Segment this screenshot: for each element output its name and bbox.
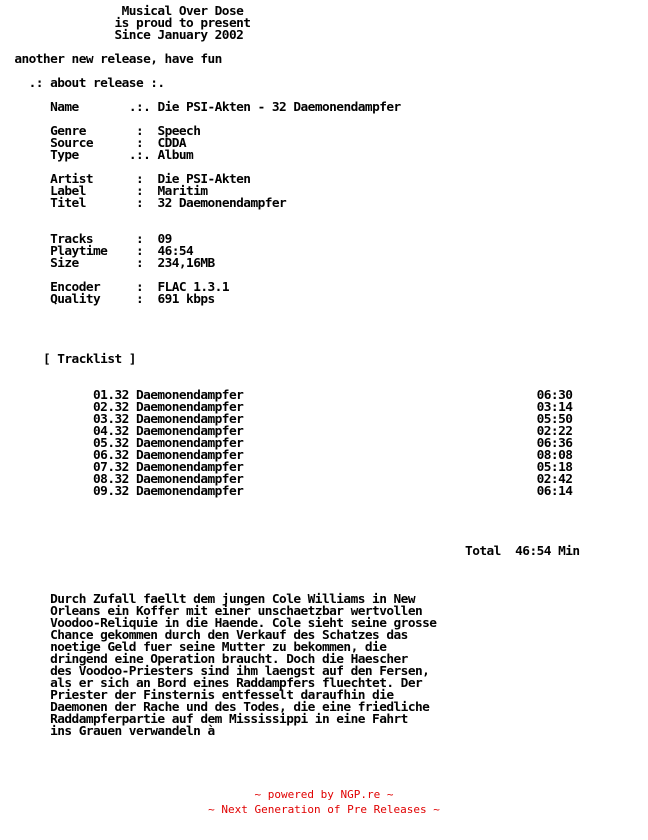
tagline: another new release, have fun [14,52,222,67]
header-title: Musical Over Dose [121,4,244,19]
track-title: 03.32 Daemonendampfer [93,412,244,427]
titel-value: 32 Daemonendampfer [157,196,287,211]
name-value: Die PSI-Akten - 32 Daemonendampfer [157,100,401,115]
track-title: 07.32 Daemonendampfer [93,460,244,475]
genre-label: Genre [50,124,86,139]
footer-tagline: ~ Next Generation of Pre Releases ~ [208,803,440,816]
description-text: Orleans ein Koffer mit einer unschaetzbar wertvollen [50,604,423,619]
tracks-separator: : [135,232,144,247]
track-duration: 05:18 [536,460,573,475]
header-subtitle: is proud to present [114,16,251,31]
playtime-label: Playtime [50,244,108,259]
label-value: Maritim [157,184,208,199]
row-size [0,258,580,270]
nfo-text [0,6,580,738]
track-title: 08.32 Daemonendampfer [93,472,244,487]
genre-separator: : [135,124,144,139]
total-label: Total [465,544,501,559]
description-text: dringend eine Operation braucht. Doch die Haescher [50,652,408,667]
size-label: Size [50,256,79,271]
header-since: Since January 2002 [114,28,244,43]
source-label: Source [50,136,94,151]
total-value: 46:54 Min [515,544,580,559]
row-type [0,150,580,162]
type-label: Type [50,148,79,163]
source-value: CDDA [157,136,187,151]
artist-label: Artist [50,172,94,187]
description-text: Daemonen der Rache und des Todes, die eine friedliche [50,700,430,715]
footer-powered-by: ~ powered by NGP.re ~ [254,788,394,801]
quality-separator: : [135,292,144,307]
track-row [0,486,580,498]
description-text: Durch Zufall faellt dem jungen Cole Williams in New [50,592,415,607]
tracks-value: 09 [157,232,172,247]
track-duration: 06:36 [536,436,573,451]
label-separator: : [135,184,144,199]
quality-value: 691 kbps [157,292,215,307]
description-text: des Voodoo-Priesters sind ihm laengst auf den Fersen, [50,664,430,679]
encoder-value: FLAC 1.3.1 [157,280,229,295]
tracklist-heading-line [0,354,580,366]
track-duration: 06:30 [536,388,573,403]
track-duration: 03:14 [536,400,573,415]
track-duration: 02:22 [536,424,573,439]
titel-label: Titel [50,196,86,211]
about-heading: .: about release :. [28,76,165,91]
tracks-label: Tracks [50,232,94,247]
track-title: 04.32 Daemonendampfer [93,424,244,439]
description-text: Raddampferpartie auf dem Mississippi in eine Fahrt [50,712,408,727]
playtime-value: 46:54 [157,244,194,259]
row-quality [0,294,580,306]
artist-separator: : [135,172,144,187]
about-heading-line [0,78,580,90]
description-text: ins Grauen verwandeln à [50,724,215,739]
description-line [0,726,580,738]
track-title: 05.32 Daemonendampfer [93,436,244,451]
label-label: Label [50,184,86,199]
track-duration: 02:42 [536,472,573,487]
tagline-line [0,54,580,66]
encoder-separator: : [135,280,144,295]
size-separator: : [135,256,144,271]
titel-separator: : [135,196,144,211]
track-duration: 05:50 [536,412,573,427]
description-text: Chance gekommen durch den Verkauf des Schatzes das [50,628,408,643]
genre-value: Speech [157,124,201,139]
row-titel [0,198,580,210]
track-title: 01.32 Daemonendampfer [93,388,244,403]
name-separator: .:. [128,100,151,115]
size-value: 234,16MB [157,256,215,271]
playtime-separator: : [135,244,144,259]
description-text: Voodoo-Reliquie in die Haende. Cole sieht seine grosse [50,616,437,631]
name-label: Name [50,100,79,115]
track-title: 06.32 Daemonendampfer [93,448,244,463]
track-title: 09.32 Daemonendampfer [93,484,244,499]
type-separator: .:. [128,148,151,163]
row-name [0,102,580,114]
description-text: noetige Geld fuer seine Mutter zu bekommen, die [50,640,387,655]
track-duration: 08:08 [536,448,573,463]
total-line [0,546,580,558]
header-line-3 [0,30,580,42]
track-title: 02.32 Daemonendampfer [93,400,244,415]
description-text: Priester der Finsternis entfesselt daraufhin die [50,688,394,703]
encoder-label: Encoder [50,280,101,295]
type-value: Album [157,148,194,163]
track-duration: 06:14 [536,484,573,499]
artist-value: Die PSI-Akten [157,172,251,187]
tracklist-heading: [ Tracklist ] [42,352,136,367]
quality-label: Quality [50,292,101,307]
source-separator: : [135,136,144,151]
description-text: als er sich an Bord eines Raddampfers fluechtet. Der [50,676,423,691]
